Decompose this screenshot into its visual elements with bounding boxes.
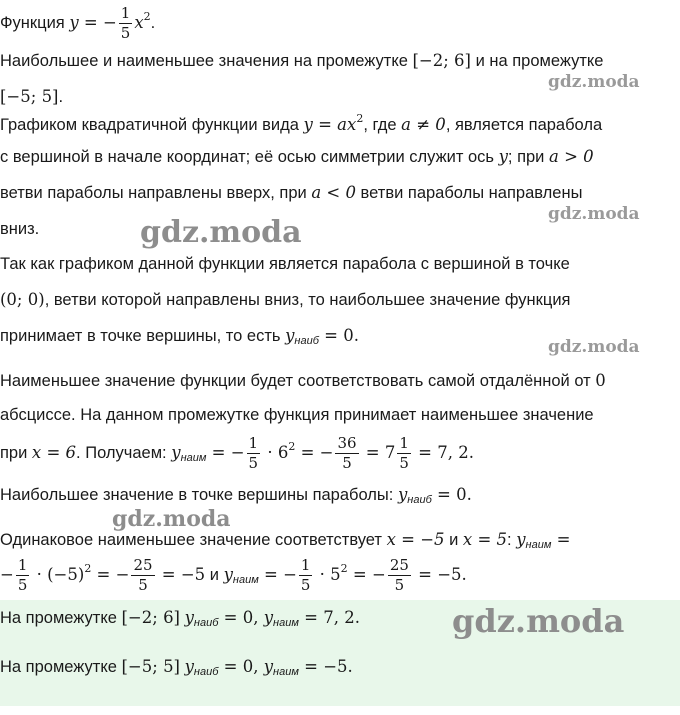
exponent: 2 — [84, 561, 92, 575]
math: 0 — [595, 371, 606, 390]
math: = −5. — [412, 564, 467, 584]
answer-line — [0, 608, 360, 629]
exponent: 2 — [356, 112, 364, 125]
text: . — [150, 13, 156, 32]
interval: [−2; 6] — [412, 51, 471, 70]
solution-line — [0, 326, 359, 347]
watermark: gdz.moda — [112, 506, 231, 532]
solution-line — [0, 406, 594, 425]
math: = − — [206, 442, 245, 462]
math: y — [516, 530, 526, 549]
math: = 0. — [431, 485, 472, 504]
math: = 7, 2. — [412, 442, 474, 462]
task-line — [0, 51, 603, 71]
math: y — [285, 326, 295, 345]
math: = 7 — [360, 442, 396, 462]
solution-line — [0, 371, 606, 391]
subscript: наим — [273, 666, 299, 678]
task-line — [0, 87, 63, 107]
text: : — [507, 531, 517, 549]
subscript: наиб — [407, 494, 432, 506]
math: a ≠ 0 — [401, 115, 446, 134]
text: Наименьшее значение функции будет соответствовать самой отдалённой от — [0, 372, 596, 390]
interval: [−5; 5] — [121, 657, 180, 676]
theory-line — [0, 112, 602, 135]
math: x — [134, 12, 144, 32]
math: − — [0, 564, 14, 584]
text: Графиком квадратичной функции вида — [0, 116, 304, 134]
math: = 7, 2. — [298, 608, 360, 627]
math: a < 0 — [311, 183, 356, 202]
math: = − — [258, 564, 297, 584]
math: y — [263, 657, 274, 676]
text: и — [444, 531, 463, 549]
answer-line — [0, 657, 353, 678]
text: принимает в точке вершины, то есть — [0, 327, 286, 345]
math: y — [498, 147, 508, 166]
theory-line — [0, 220, 39, 239]
text: ветви параболы направлены вверх, при — [0, 184, 312, 202]
solution-line — [0, 558, 467, 593]
text: Одинаковое наименьшее значение соответствует — [0, 531, 387, 549]
exponent: 2 — [143, 9, 151, 23]
math: = − — [295, 442, 334, 462]
theory-line — [0, 147, 594, 167]
solution-line — [0, 485, 472, 506]
math: = − — [347, 564, 386, 584]
math: · (−5) — [31, 564, 85, 584]
math: = 0. — [318, 326, 359, 345]
math: a > 0 — [549, 147, 594, 166]
watermark: gdz.moda — [548, 204, 640, 224]
math: = 0, — [218, 608, 264, 627]
solution-line — [0, 255, 570, 274]
point: (0; 0) — [0, 290, 45, 309]
solution-line — [0, 530, 570, 551]
subscript: наиб — [193, 617, 219, 629]
text: , является парабола — [445, 116, 603, 134]
text: На промежутке — [0, 609, 122, 627]
math: y — [263, 608, 274, 627]
text: Так как графиком данной функции является парабола с вершиной в точке — [0, 255, 570, 273]
fraction: $\frac{36}{5}$ — [337, 434, 357, 472]
text: ветви параболы направлены — [355, 184, 583, 202]
watermark: gdz.moda — [548, 337, 640, 357]
math: y — [223, 564, 233, 584]
text: и — [205, 565, 224, 584]
fraction: $\frac{25}{5}$ — [389, 556, 409, 594]
text: На промежутке — [0, 658, 122, 676]
interval: [−5; 5] — [0, 87, 59, 106]
fraction: $\frac{1}{5}$ — [399, 434, 409, 472]
math: = — [551, 530, 571, 549]
theory-line — [0, 183, 582, 203]
interval: [−2; 6] — [121, 608, 180, 627]
math: y — [171, 442, 181, 462]
math: x = 6 — [31, 442, 77, 462]
text: Наибольшее и наименьшее значения на промежутке — [0, 52, 413, 70]
exponent: 2 — [340, 561, 348, 575]
math: y — [184, 657, 194, 676]
text: абсциссе. На данном промежутке функция принимает наименьшее значение — [0, 406, 594, 424]
exponent: 2 — [288, 439, 296, 453]
math: y — [397, 485, 408, 504]
text: . Получаем: — [76, 443, 172, 462]
watermark: gdz.moda — [140, 215, 302, 250]
subscript: наиб — [294, 335, 319, 347]
fraction: $\frac{1}{5}$ — [17, 556, 28, 594]
math: = 0, — [218, 657, 264, 676]
text: Наибольшее значение в точке вершины параболы: — [0, 486, 398, 504]
text: вниз. — [0, 220, 40, 238]
watermark: gdz.moda — [452, 602, 625, 640]
text: с вершиной в начале координат; её осью симметрии служит ось — [0, 148, 499, 166]
solution-line — [0, 290, 571, 310]
fraction: $\frac{1}{5}$ — [300, 556, 311, 594]
text: . — [58, 88, 64, 106]
text: Функция — [0, 13, 70, 32]
math: y = ax — [303, 115, 357, 134]
math: · 5 — [314, 564, 341, 584]
subscript: наим — [232, 573, 259, 586]
solution-line — [0, 436, 474, 471]
math: x = 5 — [462, 530, 508, 549]
subscript: наим — [180, 451, 207, 464]
subscript: наим — [273, 617, 299, 629]
math: · 6 — [262, 442, 289, 462]
function-definition — [0, 6, 155, 41]
text: при — [0, 443, 32, 462]
math: = −5 — [156, 564, 206, 584]
math: y = − — [69, 12, 117, 32]
math: y — [184, 608, 194, 627]
fraction: $\frac{25}{5}$ — [133, 556, 153, 594]
math: x = −5 — [386, 530, 445, 549]
fraction: $\frac{1}{5}$ — [248, 434, 259, 472]
text: , ветви которой направлены вниз, то наибольшее значение функция — [44, 291, 571, 309]
watermark: gdz.moda — [548, 72, 640, 92]
math: = − — [91, 564, 130, 584]
subscript: наиб — [193, 666, 219, 678]
subscript: наим — [525, 539, 552, 551]
text: ; при — [507, 148, 549, 166]
text: , где — [363, 116, 402, 134]
math: = −5. — [298, 657, 353, 676]
text: и на промежутке — [470, 52, 604, 70]
fraction: $\frac{1}{5}$ — [120, 4, 131, 42]
